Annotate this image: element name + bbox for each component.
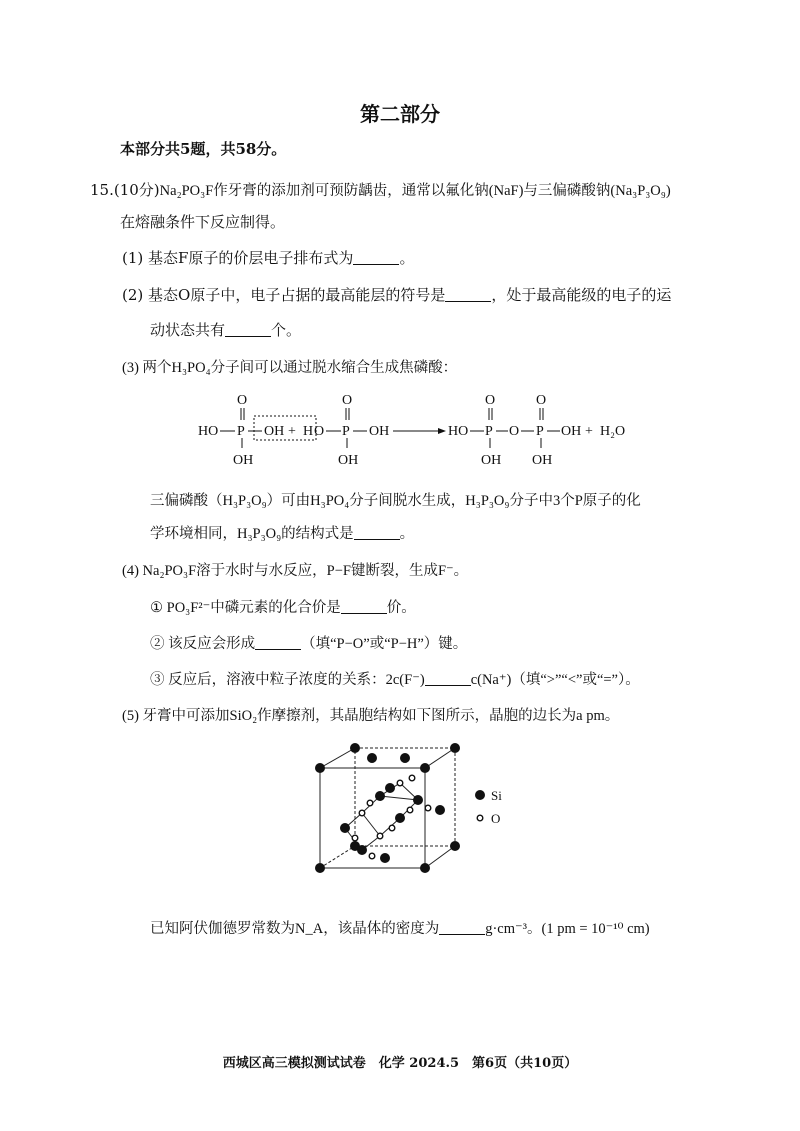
q15-part1-text: (1) 基态F原子的价层电子排布式为 <box>122 249 354 267</box>
q15-part4-sub1-text: ① PO₃F²⁻中磷元素的化合价是 <box>150 600 341 616</box>
q15-points: (10分) <box>113 181 160 199</box>
q15-part1 <box>122 247 414 268</box>
q15-part2-text-a: (2) 基态O原子中，电子占据的最高能层的符号是 <box>122 286 446 304</box>
q15-stem-line1 <box>90 179 671 200</box>
rxn-p-2: P <box>342 424 350 439</box>
answer-blank-3[interactable] <box>225 322 271 337</box>
legend-si-label: Si <box>491 788 502 803</box>
q15-part4: (4) Na₂PO₃F溶于水时与水反应，P−F键断裂，生成F⁻。 <box>122 563 469 579</box>
q15-part4-sub2 <box>150 632 467 653</box>
answer-blank-7[interactable] <box>425 671 471 686</box>
pyrophosphoric-acid-reaction <box>190 390 650 470</box>
rxn-oh-2: OH <box>369 424 390 439</box>
rxn-ho-3: HO <box>448 424 469 439</box>
rxn-oh-bottom-1: OH <box>233 453 254 468</box>
q15-part5-question-text: 已知阿伏伽德罗常数为N_A，该晶体的密度为 <box>150 921 440 937</box>
rxn-o-top-3: O <box>485 393 496 408</box>
q15-part2-line1 <box>122 284 671 305</box>
rxn-bridge-o: O <box>509 424 520 439</box>
answer-blank-6[interactable] <box>255 635 301 650</box>
sio2-unit-cell-diagram <box>300 738 530 878</box>
q15-stem-text: Na₂PO₃F作牙膏的添加剂可预防龋齿，通常以氟化钠(NaF)与三偏磷酸钠(Na₃P₃O₉) <box>159 183 671 199</box>
q15-part4-sub3-end: c(Na⁺)（填“>”“<”或“=”）。 <box>470 672 640 688</box>
q15-part3-desc-line1: 三偏磷酸（H₃P₃O₉）可由H₃PO₄分子间脱水生成，H₃P₃O₉分子中3个P原子的化 <box>150 493 641 509</box>
q15-part4-sub2-text: ② 该反应会形成 <box>150 636 256 652</box>
rxn-water: H₂O <box>600 424 626 439</box>
rxn-oh-1: OH <box>264 424 285 439</box>
q15-part2-end: 个。 <box>271 321 302 339</box>
q15-part4-sub2-end: （填“P−O”或“P−H”）键。 <box>301 636 468 652</box>
q15-part2-line2 <box>150 319 301 340</box>
rxn-oh-4: OH <box>561 424 582 439</box>
rxn-ho-1: HO <box>198 424 219 439</box>
answer-blank-8[interactable] <box>439 920 485 935</box>
rxn-o-top-2: O <box>342 393 353 408</box>
q15-part5-question-end: g·cm⁻³。(1 pm = 10⁻¹⁰ cm) <box>485 921 650 937</box>
rxn-p-3: P <box>485 424 493 439</box>
q15-part3-desc-line2 <box>150 522 414 543</box>
q15-part2-text-c: 动状态共有 <box>150 321 226 339</box>
legend-o-label: O <box>491 811 501 826</box>
rxn-oh-bottom-2: OH <box>338 453 359 468</box>
q15-part4-sub1-end: 价。 <box>386 600 416 616</box>
q15-part3: (3) 两个H₃PO₄分子间可以通过脱水缩合生成焦磷酸： <box>122 360 458 376</box>
rxn-oh-bottom-3: OH <box>481 453 502 468</box>
section-intro: 本部分共5题，共58分。 <box>120 140 287 158</box>
rxn-p-1: P <box>237 424 245 439</box>
q15-part4-sub3 <box>150 668 640 689</box>
q15-part5: (5) 牙膏中可添加SiO₂作摩擦剂，其晶胞结构如下图所示，晶胞的边长为a pm。 <box>122 708 620 724</box>
rxn-o-top-1: O <box>237 393 248 408</box>
section-title: 第二部分 <box>360 102 440 126</box>
q15-part5-question <box>150 917 650 938</box>
rxn-h: H <box>303 424 314 439</box>
q15-part1-end: 。 <box>399 249 415 267</box>
rxn-o-top-4: O <box>536 393 547 408</box>
rxn-o-2: O <box>314 424 325 439</box>
page-footer: 西城区高三模拟测试试卷 化学 2024.5 第6页（共10页） <box>222 1056 578 1071</box>
answer-blank-4[interactable] <box>354 525 400 540</box>
q15-part4-sub1 <box>150 596 416 617</box>
answer-blank-2[interactable] <box>445 287 491 302</box>
rxn-p-4: P <box>536 424 544 439</box>
rxn-plus-2: + <box>585 424 593 439</box>
answer-blank-5[interactable] <box>341 599 387 614</box>
q15-part4-sub3-text: ③ 反应后，溶液中粒子浓度的关系：2c(F⁻) <box>150 672 425 688</box>
legend-o-dot <box>477 815 483 821</box>
q15-part3-desc-b: 学环境相同，H₃P₃O₉的结构式是 <box>150 526 354 542</box>
q15-part3-end: 。 <box>399 526 415 542</box>
q15-stem-line2: 在熔融条件下反应制得。 <box>120 213 286 231</box>
answer-blank-1[interactable] <box>353 250 399 265</box>
rxn-plus-1: + <box>288 424 296 439</box>
rxn-oh-bottom-4: OH <box>532 453 553 468</box>
q15-number: 15. <box>90 181 114 199</box>
q15-part2-text-b: ，处于最高能级的电子的运 <box>491 286 672 304</box>
legend-si-dot <box>475 790 485 800</box>
